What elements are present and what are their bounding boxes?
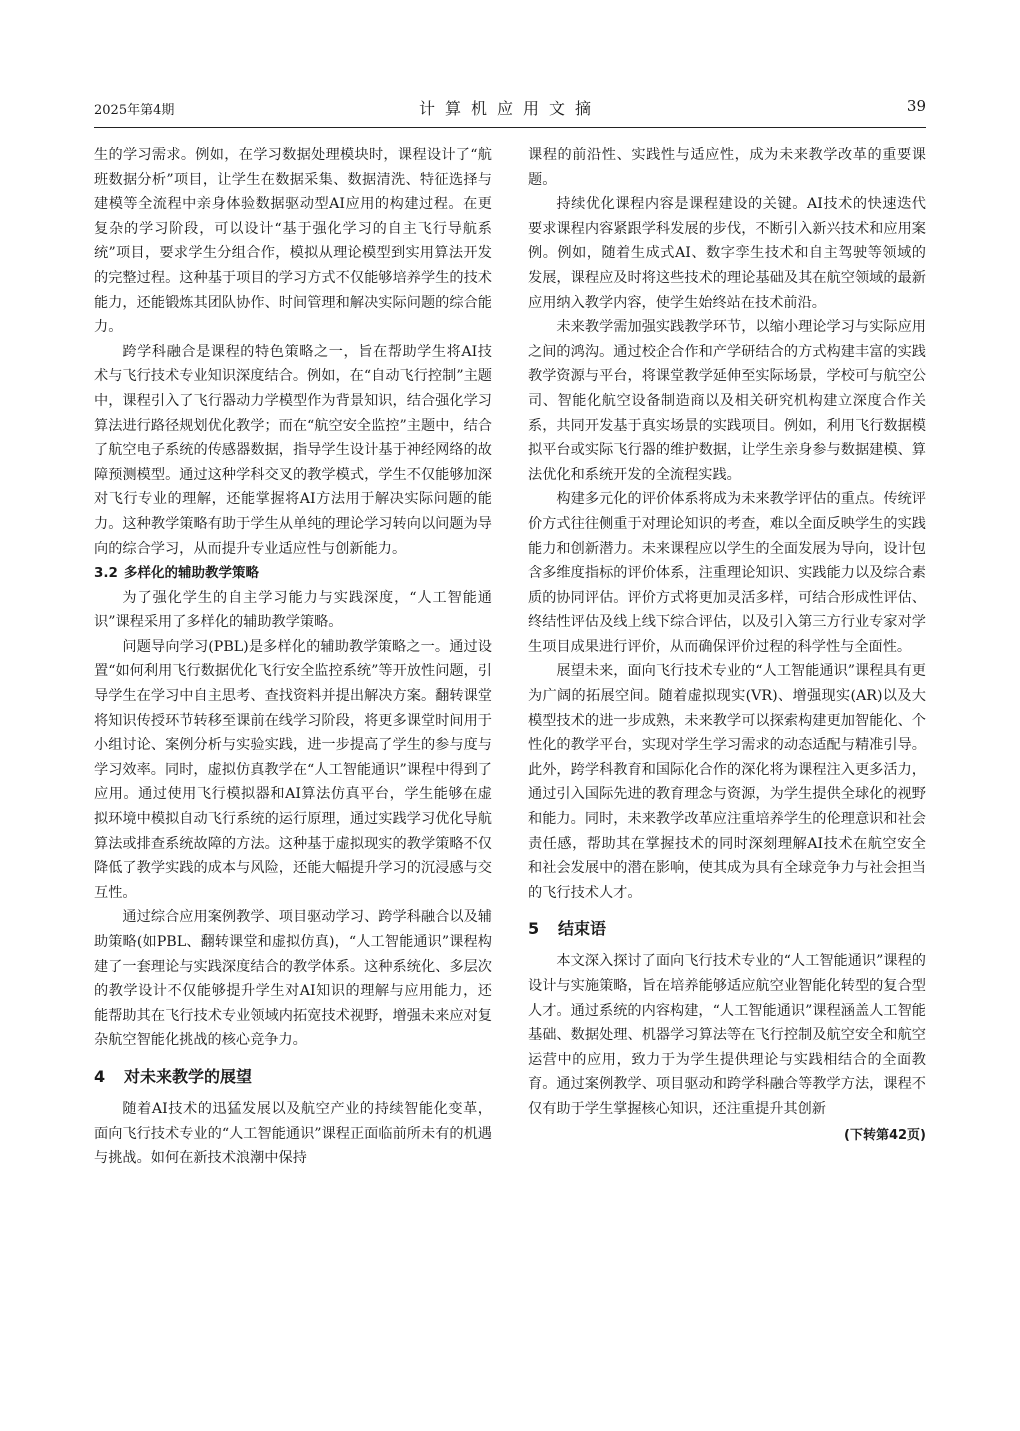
section-title: 对未来教学的展望	[124, 1066, 253, 1086]
left-column	[94, 143, 492, 1171]
page-number: 39	[906, 97, 926, 115]
paragraph: 生的学习需求。例如，在学习数据处理模块时，课程设计了“航班数据分析”项目，让学生在数据采集、数据清洗、特征选择与建模等全流程中亲身体验数据驱动型AI应用的构建过程。在更复杂的学习阶段，可以设计“基于强化学习的自主飞行导航系统”项目，要求学生分组合作，模拟从理论模型到实用算法开发的完整过程。这种基于项目的学习方式不仅能够培养学生的技术能力，还能锻炼其团队协作、时间管理和解决实际问题的综合能力。	[94, 147, 492, 336]
subsection-number: 3.2	[94, 565, 118, 582]
section-number: 5	[528, 919, 540, 939]
subsection-heading	[94, 561, 492, 586]
issue-label: 2025年第4期	[94, 103, 175, 118]
subsection-title: 多样化的辅助教学策略	[124, 565, 259, 582]
continued-note: (下转第42页)	[844, 1127, 926, 1143]
paragraph: 本文深入探讨了面向飞行技术专业的“人工智能通识”课程的设计与实施策略，旨在培养能够适应航空业智能化转型的复合型人才。通过系统的内容构建，“人工智能通识”课程涵盖人工智能基础、数据处理、机器学习算法等在飞行控制及航空安全和航空运营中的应用，致力于为学生提供理论与实践相结合的全面教育。通过案例教学、项目驱动和跨学科融合等教学方法，课程不仅有助于学生掌握核心知识，还注重提升其创新	[528, 953, 926, 1117]
paragraph: 跨学科融合是课程的特色策略之一，旨在帮助学生将AI技术与飞行技术专业知识深度结合。例如，在“自动飞行控制”主题中，课程引入了飞行器动力学模型作为背景知识，结合强化学习算法进行路径规划优化教学；而在“航空安全监控”主题中，结合了航空电子系统的传感器数据，指导学生设计基于神经网络的故障预测模型。通过这种学科交叉的教学模式，学生不仅能够加深对飞行专业的理解，还能掌握将AI方法用于解决实际问题的能力。这种教学策略有助于学生从单纯的理论学习转向以问题为导向的综合学习，从而提升专业适应性与创新能力。	[94, 343, 492, 557]
paragraph: 通过综合应用案例教学、项目驱动学习、跨学科融合以及辅助策略(如PBL、翻转课堂和虚拟仿真)，“人工智能通识”课程构建了一套理论与实践深度结合的教学体系。这种系统化、多层次的教学设计不仅能够提升学生对AI知识的理解与应用能力，还能帮助其在飞行技术专业领域内拓宽技术视野，增强未来应对复杂航空智能化挑战的核心竞争力。	[94, 909, 492, 1049]
section-title: 结束语	[558, 919, 607, 939]
paragraph: 展望未来，面向飞行技术专业的“人工智能通识”课程具有更为广阔的拓展空间。随着虚拟现实(VR)、增强现实(AR)以及大模型技术的进一步成熟，未来教学可以探索构建更加智能化、个性化的教学平台，实现对学生学习需求的动态适配与精准引导。此外，跨学科教育和国际化合作的深化将为课程注入更多活力，通过引入国际先进的教育理念与资源，为学生提供全球化的视野和能力。同时，未来教学改革应注重培养学生的伦理意识和社会责任感，帮助其在掌握技术的同时深刻理解AI技术在航空安全和社会发展中的潜在影响，使其成为具有全球竞争力与社会担当的飞行技术人才。	[528, 663, 926, 901]
page-header	[94, 96, 926, 124]
paragraph: 为了强化学生的自主学习能力与实践深度，“人工智能通识”课程采用了多样化的辅助教学策略。	[94, 589, 492, 631]
paragraph: 构建多元化的评价体系将成为未来教学评估的重点。传统评价方式往往侧重于对理论知识的考查，难以全面反映学生的实践能力和创新潜力。未来课程应以学生的全面发展为导向，设计包含多维度指标的评价体系，注重理论知识、实践能力以及综合素质的协同评估。评价方式将更加灵活多样，可结合形成性评估、终结性评估及线上线下综合评估，以及引入第三方行业专家对学生项目成果进行评价，从而确保评价过程的科学性与全面性。	[528, 491, 926, 655]
paragraph: 持续优化课程内容是课程建设的关键。AI技术的快速迭代要求课程内容紧跟学科发展的步伐，不断引入新兴技术和应用案例。例如，随着生成式AI、数字孪生技术和自主驾驶等领域的发展，课程应及时将这些技术的理论基础及其在航空领域的最新应用纳入教学内容，使学生始终站在技术前沿。	[528, 196, 926, 311]
paragraph: 课程的前沿性、实践性与适应性，成为未来教学改革的重要课题。	[528, 147, 926, 188]
right-column	[528, 143, 926, 1148]
paragraph: 未来教学需加强实践教学环节，以缩小理论学习与实际应用之间的鸿沟。通过校企合作和产学研结合的方式构建丰富的实践教学资源与平台，将课堂教学延伸至实际场景，学校可与航空公司、智能化航空设备制造商以及相关研究机构建立深度合作关系，共同开发基于真实场景的实践项目。例如，利用飞行数据模拟平台或实际飞行器的维护数据，让学生亲身参与数据建模、算法优化和系统开发的全流程实践。	[528, 319, 926, 483]
section-heading	[94, 1065, 492, 1089]
paragraph: 随着AI技术的迅猛发展以及航空产业的持续智能化变革，面向飞行技术专业的“人工智能通识”课程正面临前所未有的机遇与挑战。如何在新技术浪潮中保持	[94, 1100, 492, 1167]
header-rule	[94, 127, 926, 128]
journal-title: 计算机应用文摘	[418, 99, 601, 118]
section-heading	[528, 917, 926, 941]
paragraph: 问题导向学习(PBL)是多样化的辅助教学策略之一。通过设置“如何利用飞行数据优化飞行安全监控系统”等开放性问题，引导学生在学习中自主思考、查找资料并提出解决方案。翻转课堂将知识传授环节转移至课前在线学习阶段，将更多课堂时间用于小组讨论、案例分析与实验实践，进一步提高了学生的参与度与学习效率。同时，虚拟仿真教学在“人工智能通识”课程中得到了应用。通过使用飞行模拟器和AI算法仿真平台，学生能够在虚拟环境中模拟自动飞行系统的运行原理，通过实践学习优化导航算法或排查系统故障的方法。这种基于虚拟现实的教学策略不仅降低了教学实践的成本与风险，还能大幅提升学习的沉浸感与交互性。	[94, 638, 492, 901]
section-number: 4	[94, 1066, 106, 1086]
